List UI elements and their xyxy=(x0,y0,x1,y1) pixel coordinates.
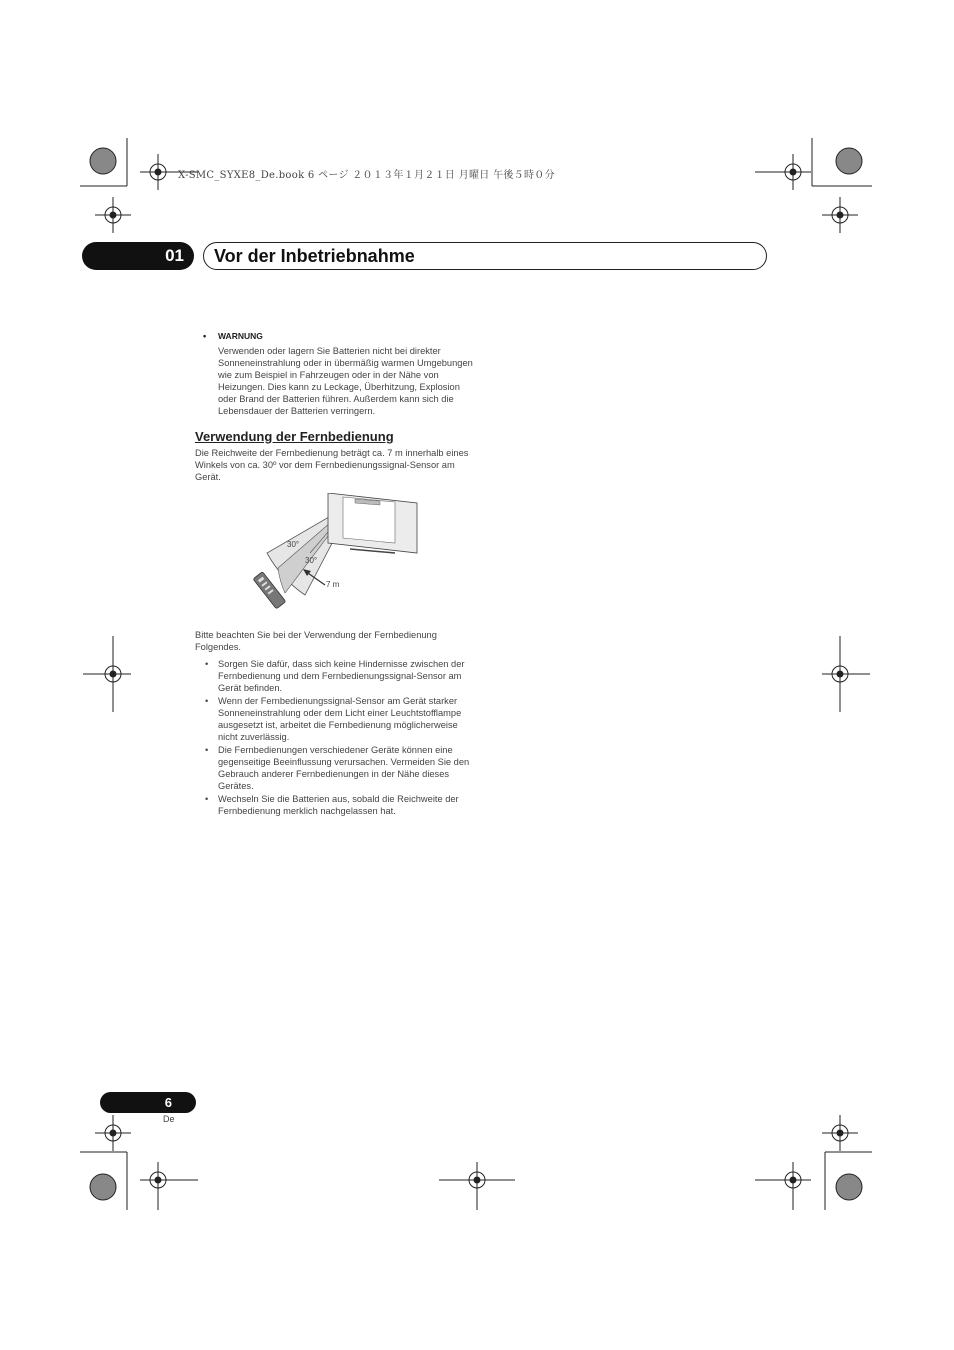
remote-range-diagram xyxy=(195,493,475,623)
chapter-number: 01 xyxy=(82,242,194,270)
warning-block xyxy=(195,330,475,417)
notes-list xyxy=(195,658,475,817)
notes-intro: Bitte beachten Sie bei der Verwendung der Fernbedienung Folgendes. xyxy=(195,630,437,652)
section-heading: Verwendung der Fernbedienung xyxy=(195,429,394,444)
main-content xyxy=(195,330,475,818)
stereo-unit-icon xyxy=(328,493,417,553)
warning-title: WARNUNG xyxy=(218,331,263,341)
angle-label: 30° xyxy=(287,540,300,549)
bullet: • xyxy=(203,331,207,341)
list-item: • Sorgen Sie dafür, dass sich keine Hindernisse zwischen der Fernbedienung und dem Fernbedienungssignal-Sensor am Gerät befinden. xyxy=(205,659,465,693)
warning-text: Verwenden oder lagern Sie Batterien nicht bei direkter Sonneneinstrahlung oder in übermäßig warmen Umgebungen wie zum Beispiel in Fahrzeugen oder in der Nähe von Heizungen. Dies kann zu Leckage, Überhitzung, Explosion oder Brand der Batterien führen. Außerdem kann sich die Lebensdauer der Batterien verringern. xyxy=(218,346,473,416)
list-item: • Die Fernbedienungen verschiedener Geräte können eine gegenseitige Beeinflussung verursachen. Vermeiden Sie den Gebrauch anderer Fernbedienungen in der Nähe dieses Gerätes. xyxy=(205,745,470,791)
print-header: X-SMC_SYXE8_De.book 6 ページ ２０１３年１月２１日 月曜日 午後５時０分 xyxy=(178,170,555,181)
list-item: • Wechseln Sie die Batterien aus, sobald die Reichweite der Fernbedienung merklich nachgelassen hat. xyxy=(205,794,459,816)
list-item: • Wenn der Fernbedienungssignal-Sensor am Gerät starker Sonneneinstrahlung oder dem Licht einer Leuchtstofflampe ausgesetzt ist, arbeitet die Fernbedienung möglicherweise nicht zuverlässig. xyxy=(205,696,462,742)
chapter-title-box xyxy=(203,242,767,270)
remote-range-figure xyxy=(195,493,475,623)
angle-label: 30° xyxy=(305,556,318,565)
page-number: 6 xyxy=(100,1092,196,1113)
section-intro: Die Reichweite der Fernbedienung beträgt ca. 7 m innerhalb eines Winkels von ca. 30º vor dem Fernbedienungssignal-Sensor am Gerät. xyxy=(195,448,469,482)
page-language: De xyxy=(163,1114,175,1124)
chapter-title: Vor der Inbetriebnahme xyxy=(214,245,415,266)
distance-label: 7 m xyxy=(326,580,340,589)
